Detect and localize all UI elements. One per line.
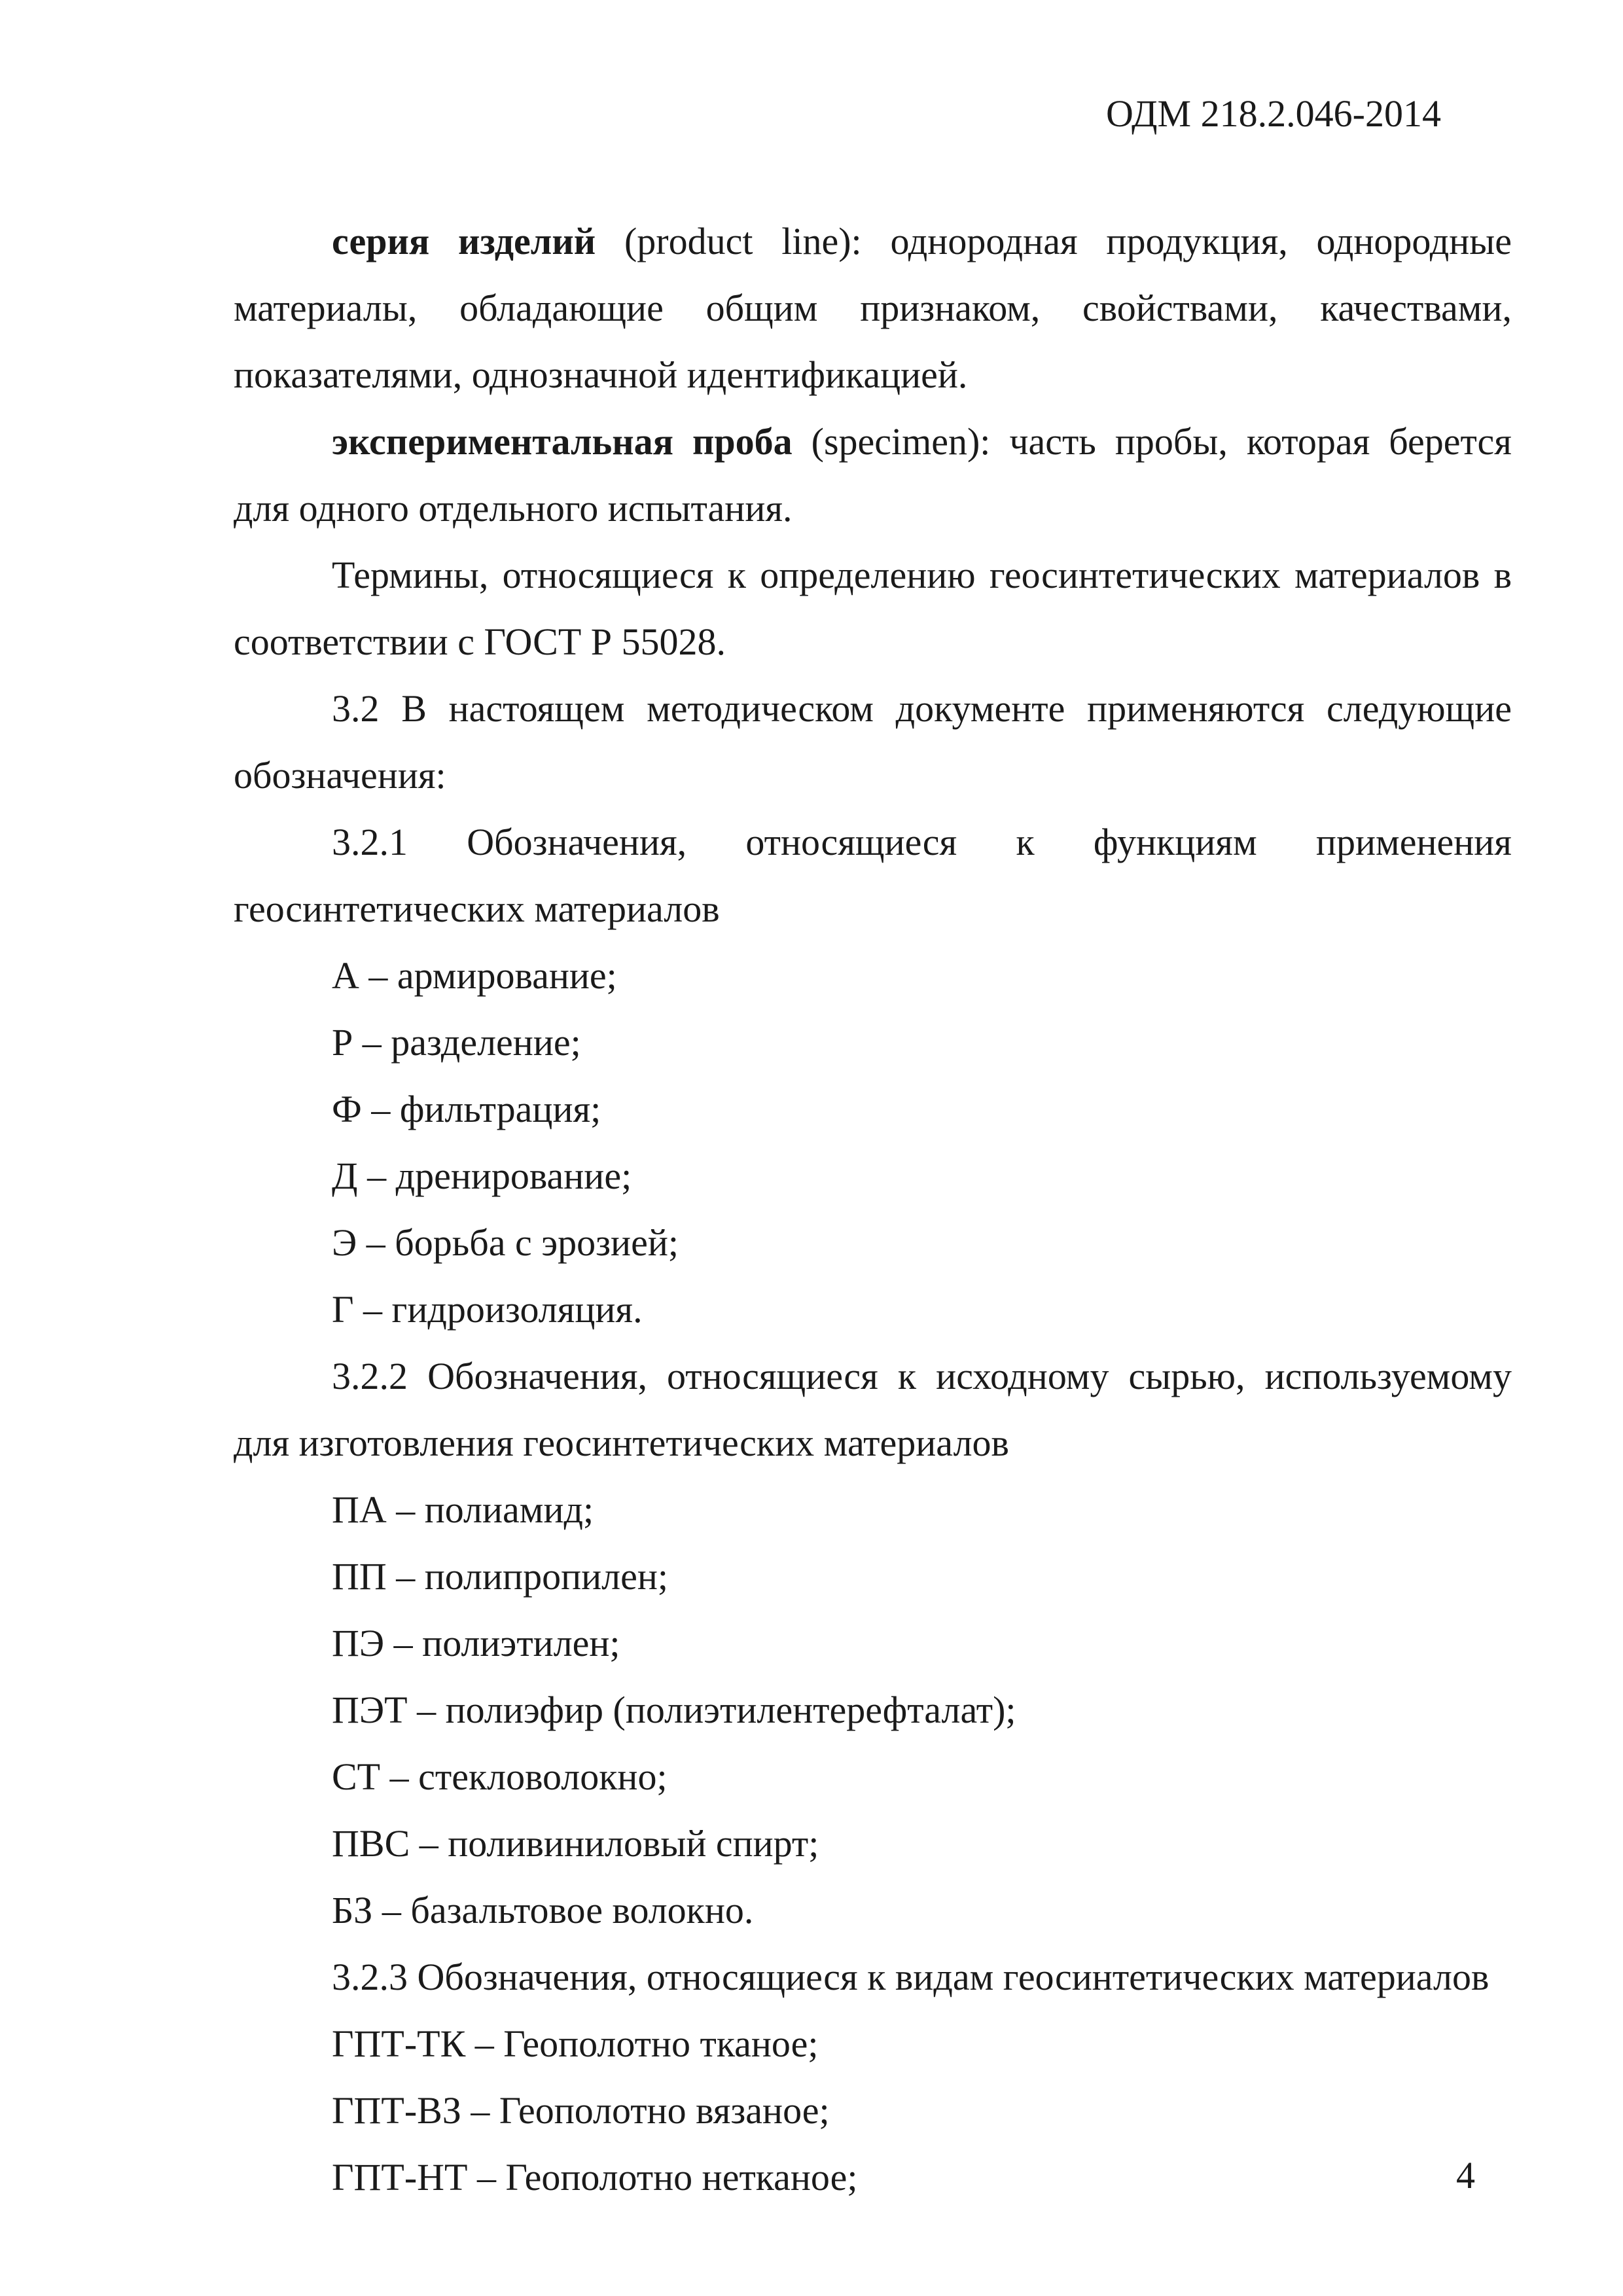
section-3-2-3-heading: 3.2.3 Обозначения, относящиеся к видам геосинтетических материалов	[332, 1956, 1489, 1998]
term-specimen: экспериментальная проба	[332, 420, 793, 463]
list-item: ПЭ – полиэтилен;	[332, 1622, 620, 1664]
section-3-2-1-heading: 3.2.1 Обозначения, относящиеся к функциям применения геосинтетических материалов	[234, 821, 1512, 930]
term-series-paragraph	[234, 208, 1512, 408]
list-item: А – армирование;	[332, 954, 617, 997]
list-item: ГПТ-ТК – Геополотно тканое;	[332, 2022, 819, 2065]
list-item: ГПТ-НТ – Геополотно нетканое;	[332, 2156, 858, 2198]
list-item: Ф – фильтрация;	[332, 1088, 601, 1130]
list-item: ПП – полипропилен;	[332, 1555, 668, 1598]
page-number: 4	[1456, 2154, 1475, 2197]
list-item: ПВС – поливиниловый спирт;	[332, 1822, 819, 1865]
section-3-2-2-heading: 3.2.2 Обозначения, относящиеся к исходному сырью, используемому для изготовления геосинтетических материалов	[234, 1355, 1512, 1464]
list-item: Э – борьба с эрозией;	[332, 1221, 679, 1264]
list-item: ПЭТ – полиэфир (полиэтилентерефталат);	[332, 1689, 1016, 1731]
geosynthetic-terms-paragraph: Термины, относящиеся к определению геосинтетических материалов в соответствии с ГОСТ Р 55028.	[234, 554, 1512, 663]
list-item: ПА – полиамид;	[332, 1488, 594, 1531]
term-specimen-paragraph	[234, 408, 1512, 542]
list-item: ГПТ-ВЗ – Геополотно вязаное;	[332, 2089, 830, 2132]
term-specimen-definition: (specimen): часть пробы, которая берется для одного отдельного испытания.	[234, 420, 1512, 529]
term-series-definition: (product line): однородная продукция, однородные материалы, обладающие общим признаком, свойствами, качествами, показателями, однозначной идентификацией.	[234, 220, 1512, 396]
list-item: Р – разделение;	[332, 1021, 581, 1064]
term-series: серия изделий	[332, 220, 596, 262]
list-item: БЗ – базальтовое волокно.	[332, 1889, 754, 1931]
list-item: Д – дренирование;	[332, 1155, 632, 1197]
list-item: СТ – стекловолокно;	[332, 1755, 668, 1798]
document-body	[234, 208, 1512, 2211]
section-3-2-heading: 3.2 В настоящем методическом документе применяются следующие обозначения:	[234, 687, 1512, 797]
document-code: ОДМ 218.2.046-2014	[1106, 92, 1441, 135]
list-item: Г – гидроизоляция.	[332, 1288, 643, 1331]
